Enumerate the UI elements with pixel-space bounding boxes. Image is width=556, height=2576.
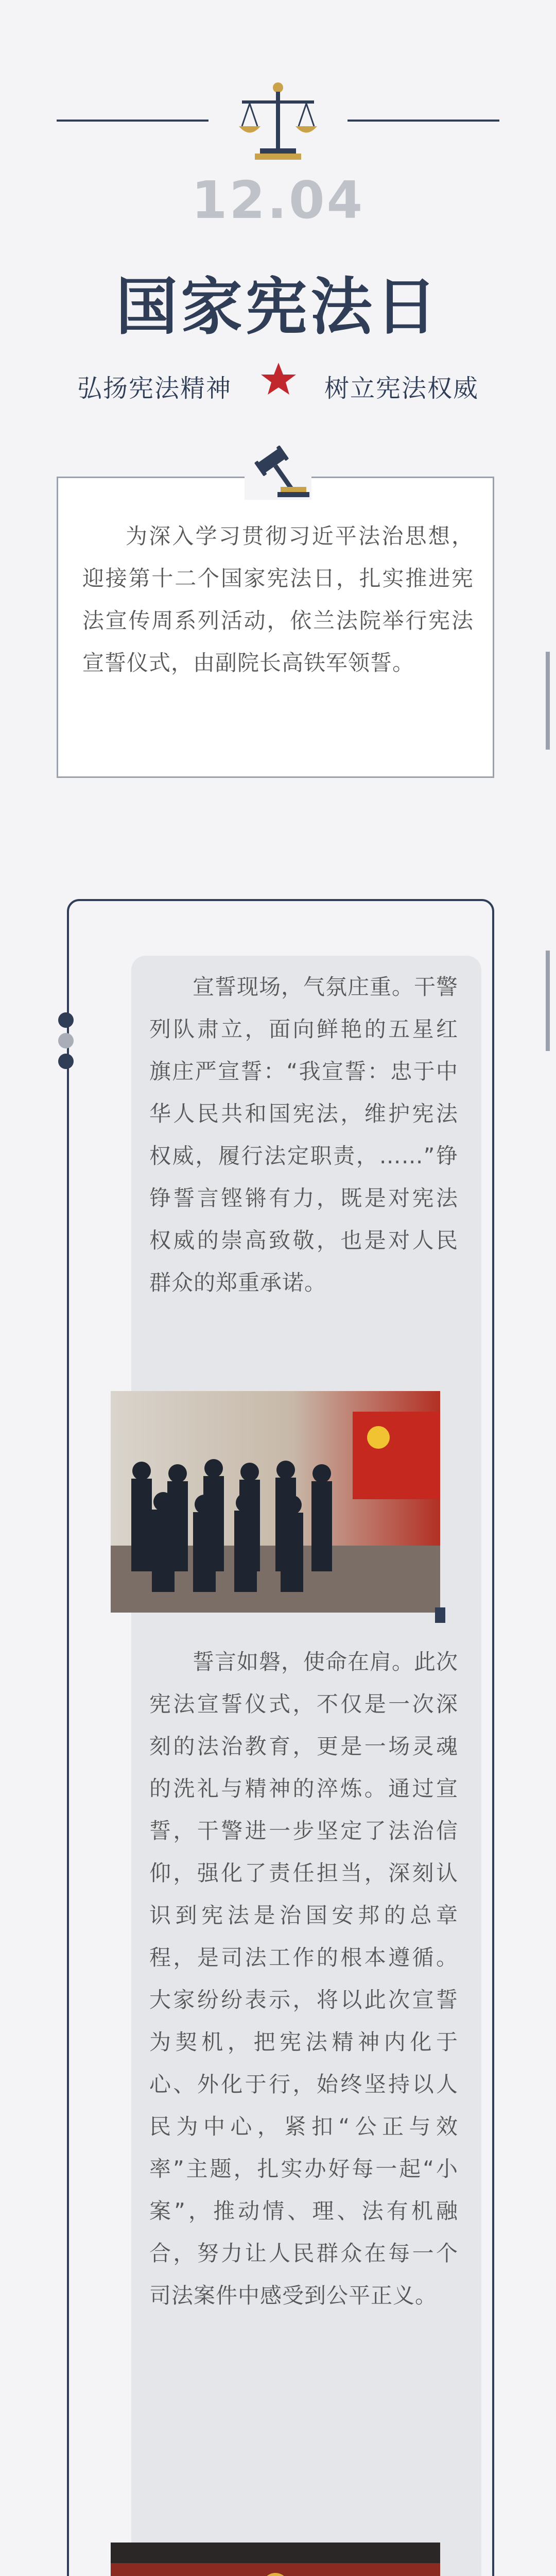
scales-of-justice-icon — [232, 77, 324, 165]
red-star-icon — [260, 361, 297, 398]
article-paragraph-1: 宣誓现场，气氛庄重。干警列队肃立，面向鲜艳的五星红旗庄严宣誓：“我宣誓：忠于中华人民共和国宪法，维护宪法权威，履行法定职责，……”铮铮誓言铿锵有力，既是对宪法权威的崇高致敬，也是对人民群众的郑重承诺。 — [149, 974, 459, 1295]
date-label: 12.04 — [191, 170, 365, 230]
ceremony-photo-2 — [111, 2543, 440, 2576]
ceremony-photo-1 — [111, 1391, 440, 1613]
decor-dot — [58, 1012, 74, 1028]
header-divider-right — [348, 120, 499, 122]
slogan-right: 树立宪法权威 — [324, 374, 479, 403]
article-paragraph-2: 誓言如磐，使命在肩。此次宪法宣誓仪式，不仅是一次深刻的法治教育，更是一场灵魂的洗礼与精神的淬炼。通过宣誓，干警进一步坚定了法治信仰，强化了责任担当，深刻认识到宪法是治国安邦的总章程，是司法工作的根本遵循。大家纷纷表示，将以此次宣誓为契机，把宪法精神内化于心、外化于行，始终坚持以人民为中心，紧扣“公正与效率”主题，扎实办好每一起“小案”，推动情、理、法有机融合，努力让人民群众在每一个司法案件中感受到公平正义。 — [149, 1649, 459, 2308]
side-accent-bar — [546, 652, 550, 750]
decor-dot — [58, 1033, 74, 1048]
header-divider-left — [57, 120, 208, 122]
page-title: 国家宪法日 — [116, 272, 440, 343]
slogan-left: 弘扬宪法精神 — [77, 374, 232, 403]
decor-dot — [58, 1054, 74, 1069]
intro-paragraph: 为深入学习贯彻习近平法治思想，迎接第十二个国家宪法日，扎实推进宪法宣传周系列活动，依兰法院举行宪法宣誓仪式，由副院长高铁军领誓。 — [82, 523, 474, 675]
side-accent-bar — [546, 951, 550, 1051]
photo-corner-accent — [435, 1607, 445, 1623]
gavel-icon — [245, 443, 311, 500]
